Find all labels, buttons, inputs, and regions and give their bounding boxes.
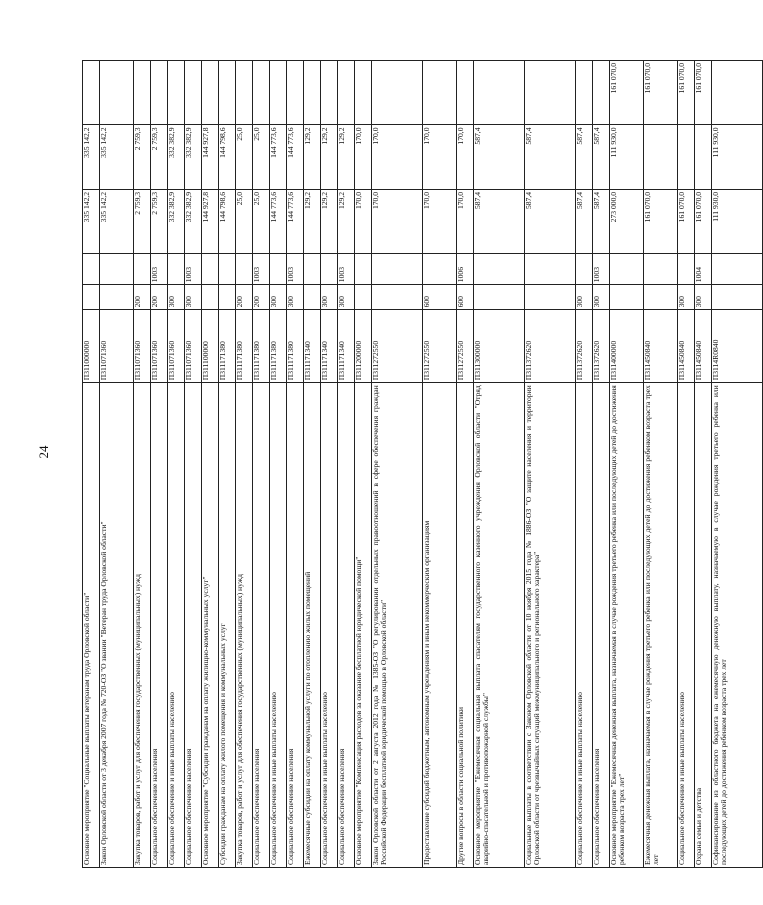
row-expense-type-cell: 300 bbox=[576, 285, 593, 310]
row-name-cell: Социальное обеспечение населения bbox=[287, 383, 304, 868]
row-section-cell bbox=[678, 254, 695, 285]
row-federal-budget-cell bbox=[457, 61, 474, 126]
row-regional-budget-cell: 332 382,9 bbox=[168, 125, 185, 189]
row-code-cell: П311171380 bbox=[253, 310, 270, 383]
row-section-cell bbox=[525, 254, 576, 285]
row-regional-budget-cell: 144 773,6 bbox=[287, 125, 304, 189]
row-regional-budget-cell: 335 142,2 bbox=[100, 125, 134, 189]
table-row bbox=[134, 61, 151, 868]
row-regional-budget-cell: 129,2 bbox=[338, 125, 355, 189]
row-name-cell: Ежемесячная денежная выплата, назначаемая в случае рождения третьего ребенка или последующих детей до достижения ребенком возраста трех лет bbox=[644, 383, 678, 868]
row-expense-type-cell: 200 bbox=[253, 285, 270, 310]
row-federal-budget-cell bbox=[185, 61, 202, 126]
row-section-cell bbox=[83, 254, 100, 285]
row-regional-budget-cell: 144 773,6 bbox=[270, 125, 287, 189]
row-code-cell: П311071360 bbox=[134, 310, 151, 383]
row-regional-budget-cell: 111 930,0 bbox=[712, 125, 763, 189]
row-expense-type-cell: 300 bbox=[270, 285, 287, 310]
row-federal-budget-cell bbox=[134, 61, 151, 126]
table-row bbox=[457, 61, 474, 868]
row-name-cell: Ежемесячные субсидии на оплату коммунальной услуги по отоплению жилых помещений bbox=[304, 383, 321, 868]
row-name-cell: Софинансирование из областного бюджета на ежемесячную денежную выплату, назначаемую в случае рождения третьего ребенка или последующих детей до достижения ребенком возраста трех лет bbox=[712, 383, 763, 868]
table-row bbox=[610, 61, 644, 868]
budget-table-body bbox=[83, 61, 763, 868]
row-regional-budget-cell: 587,4 bbox=[593, 125, 610, 189]
row-expense-type-cell: 600 bbox=[457, 285, 474, 310]
row-expense-type-cell: 300 bbox=[593, 285, 610, 310]
row-name-cell: Закон Орловской области от 2 августа 2012 года № 1385-ОЗ "О регулировании отдельных правоотношений в сфере обеспечения граждан Российской Федерации бесплатной юридической помощью в Орловской области" bbox=[372, 383, 423, 868]
row-regional-budget-cell: 170,0 bbox=[355, 125, 372, 189]
row-code-cell: П311300000 bbox=[474, 310, 525, 383]
row-name-cell: Другие вопросы в области социальной политики bbox=[457, 383, 474, 868]
row-regional-budget-cell: 587,4 bbox=[474, 125, 525, 189]
row-expense-type-cell: 600 bbox=[423, 285, 457, 310]
table-row bbox=[321, 61, 338, 868]
row-total-cell: 587,4 bbox=[474, 189, 525, 253]
row-code-cell: П311171380 bbox=[287, 310, 304, 383]
row-total-cell: 587,4 bbox=[593, 189, 610, 253]
row-section-cell: 1006 bbox=[457, 254, 474, 285]
row-total-cell: 144 927,8 bbox=[202, 189, 219, 253]
row-expense-type-cell bbox=[644, 285, 678, 310]
table-row bbox=[236, 61, 253, 868]
row-section-cell bbox=[372, 254, 423, 285]
row-expense-type-cell bbox=[83, 285, 100, 310]
row-total-cell: 144 773,6 bbox=[270, 189, 287, 253]
row-federal-budget-cell bbox=[372, 61, 423, 126]
row-federal-budget-cell bbox=[168, 61, 185, 126]
row-name-cell: Социальное обеспечение и иные выплаты населению bbox=[576, 383, 593, 868]
row-total-cell: 161 070,0 bbox=[695, 189, 712, 253]
row-code-cell: П311372620 bbox=[576, 310, 593, 383]
row-name-cell: Закупка товаров, работ и услуг для обеспечения государственных (муниципальных) нужд bbox=[236, 383, 253, 868]
row-expense-type-cell: 200 bbox=[151, 285, 168, 310]
row-federal-budget-cell bbox=[355, 61, 372, 126]
table-row bbox=[185, 61, 202, 868]
row-section-cell bbox=[304, 254, 321, 285]
row-section-cell: 1003 bbox=[338, 254, 355, 285]
row-total-cell: 587,4 bbox=[576, 189, 593, 253]
row-name-cell: Социальное обеспечение населения bbox=[151, 383, 168, 868]
row-section-cell bbox=[100, 254, 134, 285]
row-code-cell: П311272550 bbox=[423, 310, 457, 383]
row-code-cell: П311272550 bbox=[372, 310, 423, 383]
row-expense-type-cell: 200 bbox=[236, 285, 253, 310]
row-section-cell bbox=[644, 254, 678, 285]
row-regional-budget-cell bbox=[695, 125, 712, 189]
table-row bbox=[304, 61, 321, 868]
row-federal-budget-cell: 161 070,0 bbox=[695, 61, 712, 126]
row-total-cell: 161 070,0 bbox=[644, 189, 678, 253]
row-section-cell: 1003 bbox=[151, 254, 168, 285]
budget-table-rotated bbox=[82, 60, 728, 868]
row-total-cell: 25,0 bbox=[253, 189, 270, 253]
row-code-cell: П311450840 bbox=[678, 310, 695, 383]
row-name-cell: Субсидии гражданам на оплату жилого помещения и коммунальных услуг bbox=[219, 383, 236, 868]
row-regional-budget-cell: 25,0 bbox=[253, 125, 270, 189]
row-total-cell: 170,0 bbox=[457, 189, 474, 253]
row-federal-budget-cell bbox=[236, 61, 253, 126]
row-total-cell: 111 930,0 bbox=[712, 189, 763, 253]
row-total-cell: 273 000,0 bbox=[610, 189, 644, 253]
row-federal-budget-cell bbox=[321, 61, 338, 126]
row-code-cell: П311372620 bbox=[525, 310, 576, 383]
row-federal-budget-cell bbox=[202, 61, 219, 126]
row-expense-type-cell: 300 bbox=[321, 285, 338, 310]
row-name-cell: Социальное обеспечение населения bbox=[593, 383, 610, 868]
row-section-cell: 1003 bbox=[287, 254, 304, 285]
row-total-cell: 129,2 bbox=[338, 189, 355, 253]
table-row bbox=[474, 61, 525, 868]
row-section-cell: 1003 bbox=[253, 254, 270, 285]
row-name-cell: Социальные выплаты в соответствии с Законом Орловской области от 10 ноября 2015 года № 1886-ОЗ "О защите населения и территории Орловской области от чрезвычайных ситуаций межмуниципального и регионального характера" bbox=[525, 383, 576, 868]
row-expense-type-cell bbox=[712, 285, 763, 310]
row-expense-type-cell bbox=[610, 285, 644, 310]
row-code-cell: П311000000 bbox=[83, 310, 100, 383]
row-regional-budget-cell: 170,0 bbox=[457, 125, 474, 189]
row-name-cell: Основное мероприятие "Компенсация расходов за оказание бесплатной юридической помощи" bbox=[355, 383, 372, 868]
row-regional-budget-cell bbox=[644, 125, 678, 189]
row-total-cell: 144 798,6 bbox=[219, 189, 236, 253]
row-expense-type-cell bbox=[372, 285, 423, 310]
row-total-cell: 129,2 bbox=[321, 189, 338, 253]
row-federal-budget-cell: 161 070,0 bbox=[610, 61, 644, 126]
row-total-cell: 2 759,3 bbox=[151, 189, 168, 253]
row-name-cell: Основное мероприятие "Ежемесячная социальная выплата спасателям государственного казенного учреждения Орловской области "Отряд аварийно-спасательной и противопожарной службы" bbox=[474, 383, 525, 868]
row-federal-budget-cell bbox=[525, 61, 576, 126]
row-total-cell: 144 773,6 bbox=[287, 189, 304, 253]
row-section-cell bbox=[610, 254, 644, 285]
row-federal-budget-cell: 161 070,0 bbox=[678, 61, 695, 126]
row-federal-budget-cell bbox=[253, 61, 270, 126]
row-section-cell: 1004 bbox=[695, 254, 712, 285]
row-code-cell: П311171340 bbox=[321, 310, 338, 383]
row-section-cell bbox=[270, 254, 287, 285]
row-name-cell: Социальное обеспечение населения bbox=[338, 383, 355, 868]
row-section-cell bbox=[576, 254, 593, 285]
row-total-cell: 25,0 bbox=[236, 189, 253, 253]
table-row bbox=[712, 61, 763, 868]
row-code-cell: П311100000 bbox=[202, 310, 219, 383]
table-row bbox=[202, 61, 219, 868]
row-section-cell: 1003 bbox=[593, 254, 610, 285]
row-federal-budget-cell bbox=[151, 61, 168, 126]
table-row bbox=[83, 61, 100, 868]
row-section-cell bbox=[355, 254, 372, 285]
row-section-cell bbox=[202, 254, 219, 285]
table-row bbox=[593, 61, 610, 868]
row-name-cell: Основное мероприятие "Социальные выплаты ветеранам труда Орловской области" bbox=[83, 383, 100, 868]
row-expense-type-cell: 300 bbox=[287, 285, 304, 310]
row-expense-type-cell: 200 bbox=[134, 285, 151, 310]
row-name-cell: Социальное обеспечение населения bbox=[253, 383, 270, 868]
row-total-cell: 332 382,9 bbox=[185, 189, 202, 253]
row-name-cell: Социальное обеспечение и иные выплаты населению bbox=[168, 383, 185, 868]
row-expense-type-cell bbox=[474, 285, 525, 310]
row-federal-budget-cell bbox=[304, 61, 321, 126]
row-total-cell: 129,2 bbox=[304, 189, 321, 253]
row-code-cell: П311171380 bbox=[270, 310, 287, 383]
row-expense-type-cell: 300 bbox=[695, 285, 712, 310]
row-name-cell: Основное мероприятие "Субсидии гражданам на оплату жилищно-коммунальных услуг" bbox=[202, 383, 219, 868]
table-row bbox=[695, 61, 712, 868]
row-section-cell bbox=[168, 254, 185, 285]
row-total-cell: 161 070,0 bbox=[678, 189, 695, 253]
page-number: 24 bbox=[36, 445, 51, 459]
row-regional-budget-cell: 25,0 bbox=[236, 125, 253, 189]
row-federal-budget-cell bbox=[100, 61, 134, 126]
row-expense-type-cell bbox=[304, 285, 321, 310]
row-section-cell bbox=[321, 254, 338, 285]
row-regional-budget-cell: 170,0 bbox=[423, 125, 457, 189]
row-name-cell: Закупка товаров, работ и услуг для обеспечения государственных (муниципальных) нужд bbox=[134, 383, 151, 868]
row-section-cell bbox=[134, 254, 151, 285]
row-code-cell: П311071360 bbox=[151, 310, 168, 383]
row-federal-budget-cell bbox=[423, 61, 457, 126]
row-federal-budget-cell bbox=[219, 61, 236, 126]
row-code-cell: П311071360 bbox=[185, 310, 202, 383]
table-row bbox=[355, 61, 372, 868]
row-total-cell: 335 142,2 bbox=[83, 189, 100, 253]
row-code-cell: П311171380 bbox=[219, 310, 236, 383]
table-row bbox=[644, 61, 678, 868]
row-federal-budget-cell bbox=[83, 61, 100, 126]
table-row bbox=[525, 61, 576, 868]
row-name-cell: Социальное обеспечение и иные выплаты населению bbox=[321, 383, 338, 868]
row-federal-budget-cell bbox=[338, 61, 355, 126]
table-row bbox=[372, 61, 423, 868]
row-regional-budget-cell: 2 759,3 bbox=[151, 125, 168, 189]
row-code-cell: П311200000 bbox=[355, 310, 372, 383]
row-regional-budget-cell: 144 927,8 bbox=[202, 125, 219, 189]
row-regional-budget-cell: 587,4 bbox=[525, 125, 576, 189]
table-row bbox=[423, 61, 457, 868]
row-section-cell bbox=[423, 254, 457, 285]
row-expense-type-cell bbox=[355, 285, 372, 310]
table-row bbox=[100, 61, 134, 868]
row-total-cell: 332 382,9 bbox=[168, 189, 185, 253]
row-regional-budget-cell: 2 759,3 bbox=[134, 125, 151, 189]
row-expense-type-cell bbox=[525, 285, 576, 310]
row-total-cell: 2 759,3 bbox=[134, 189, 151, 253]
row-regional-budget-cell: 332 382,9 bbox=[185, 125, 202, 189]
table-row bbox=[338, 61, 355, 868]
table-row bbox=[168, 61, 185, 868]
table-row bbox=[287, 61, 304, 868]
row-code-cell: П311272550 bbox=[457, 310, 474, 383]
row-federal-budget-cell: 161 070,0 bbox=[644, 61, 678, 126]
table-row bbox=[151, 61, 168, 868]
budget-table bbox=[82, 60, 763, 868]
row-federal-budget-cell bbox=[712, 61, 763, 126]
row-section-cell: 1003 bbox=[185, 254, 202, 285]
row-federal-budget-cell bbox=[270, 61, 287, 126]
row-code-cell: П311171340 bbox=[338, 310, 355, 383]
row-regional-budget-cell: 587,4 bbox=[576, 125, 593, 189]
row-name-cell: Социальное обеспечение и иные выплаты населению bbox=[270, 383, 287, 868]
row-regional-budget-cell: 129,2 bbox=[321, 125, 338, 189]
row-total-cell: 335 142,2 bbox=[100, 189, 134, 253]
row-name-cell: Закон Орловской области от 3 декабря 2007 года № 720-ОЗ "О звании "Ветеран труда Орловской области" bbox=[100, 383, 134, 868]
row-regional-budget-cell: 144 798,6 bbox=[219, 125, 236, 189]
row-expense-type-cell: 300 bbox=[678, 285, 695, 310]
row-code-cell: П311450840 bbox=[644, 310, 678, 383]
row-expense-type-cell: 300 bbox=[338, 285, 355, 310]
table-row bbox=[576, 61, 593, 868]
row-expense-type-cell bbox=[202, 285, 219, 310]
row-expense-type-cell bbox=[100, 285, 134, 310]
row-expense-type-cell: 300 bbox=[185, 285, 202, 310]
row-name-cell: Социальное обеспечение и иные выплаты населению bbox=[678, 383, 695, 868]
row-federal-budget-cell bbox=[287, 61, 304, 126]
row-total-cell: 587,4 bbox=[525, 189, 576, 253]
table-row bbox=[270, 61, 287, 868]
row-code-cell: П311400000 bbox=[610, 310, 644, 383]
row-name-cell: Предоставление субсидий бюджетным, автономным учреждениям и иным некоммерческим организациям bbox=[423, 383, 457, 868]
row-federal-budget-cell bbox=[474, 61, 525, 126]
row-regional-budget-cell: 335 142,2 bbox=[83, 125, 100, 189]
table-row bbox=[253, 61, 270, 868]
row-section-cell bbox=[474, 254, 525, 285]
row-expense-type-cell: 300 bbox=[168, 285, 185, 310]
row-code-cell: П3114R0840 bbox=[712, 310, 763, 383]
row-section-cell bbox=[712, 254, 763, 285]
row-code-cell: П311372620 bbox=[593, 310, 610, 383]
row-name-cell: Социальное обеспечение населения bbox=[185, 383, 202, 868]
row-section-cell bbox=[219, 254, 236, 285]
row-section-cell bbox=[236, 254, 253, 285]
row-code-cell: П311450840 bbox=[695, 310, 712, 383]
row-regional-budget-cell: 129,2 bbox=[304, 125, 321, 189]
table-row bbox=[219, 61, 236, 868]
row-code-cell: П311171380 bbox=[236, 310, 253, 383]
row-name-cell: Охрана семьи и детства bbox=[695, 383, 712, 868]
row-expense-type-cell bbox=[219, 285, 236, 310]
row-name-cell: Основное мероприятие "Ежемесячная денежная выплата, назначаемая в случае рождения третьего ребенка или последующих детей до достижения ребенком возраста трех лет" bbox=[610, 383, 644, 868]
row-federal-budget-cell bbox=[576, 61, 593, 126]
row-regional-budget-cell: 170,0 bbox=[372, 125, 423, 189]
row-regional-budget-cell bbox=[678, 125, 695, 189]
row-code-cell: П311071360 bbox=[100, 310, 134, 383]
table-row bbox=[678, 61, 695, 868]
row-federal-budget-cell bbox=[593, 61, 610, 126]
row-code-cell: П311171340 bbox=[304, 310, 321, 383]
row-regional-budget-cell: 111 930,0 bbox=[610, 125, 644, 189]
row-total-cell: 170,0 bbox=[355, 189, 372, 253]
row-total-cell: 170,0 bbox=[372, 189, 423, 253]
row-code-cell: П311071360 bbox=[168, 310, 185, 383]
row-total-cell: 170,0 bbox=[423, 189, 457, 253]
